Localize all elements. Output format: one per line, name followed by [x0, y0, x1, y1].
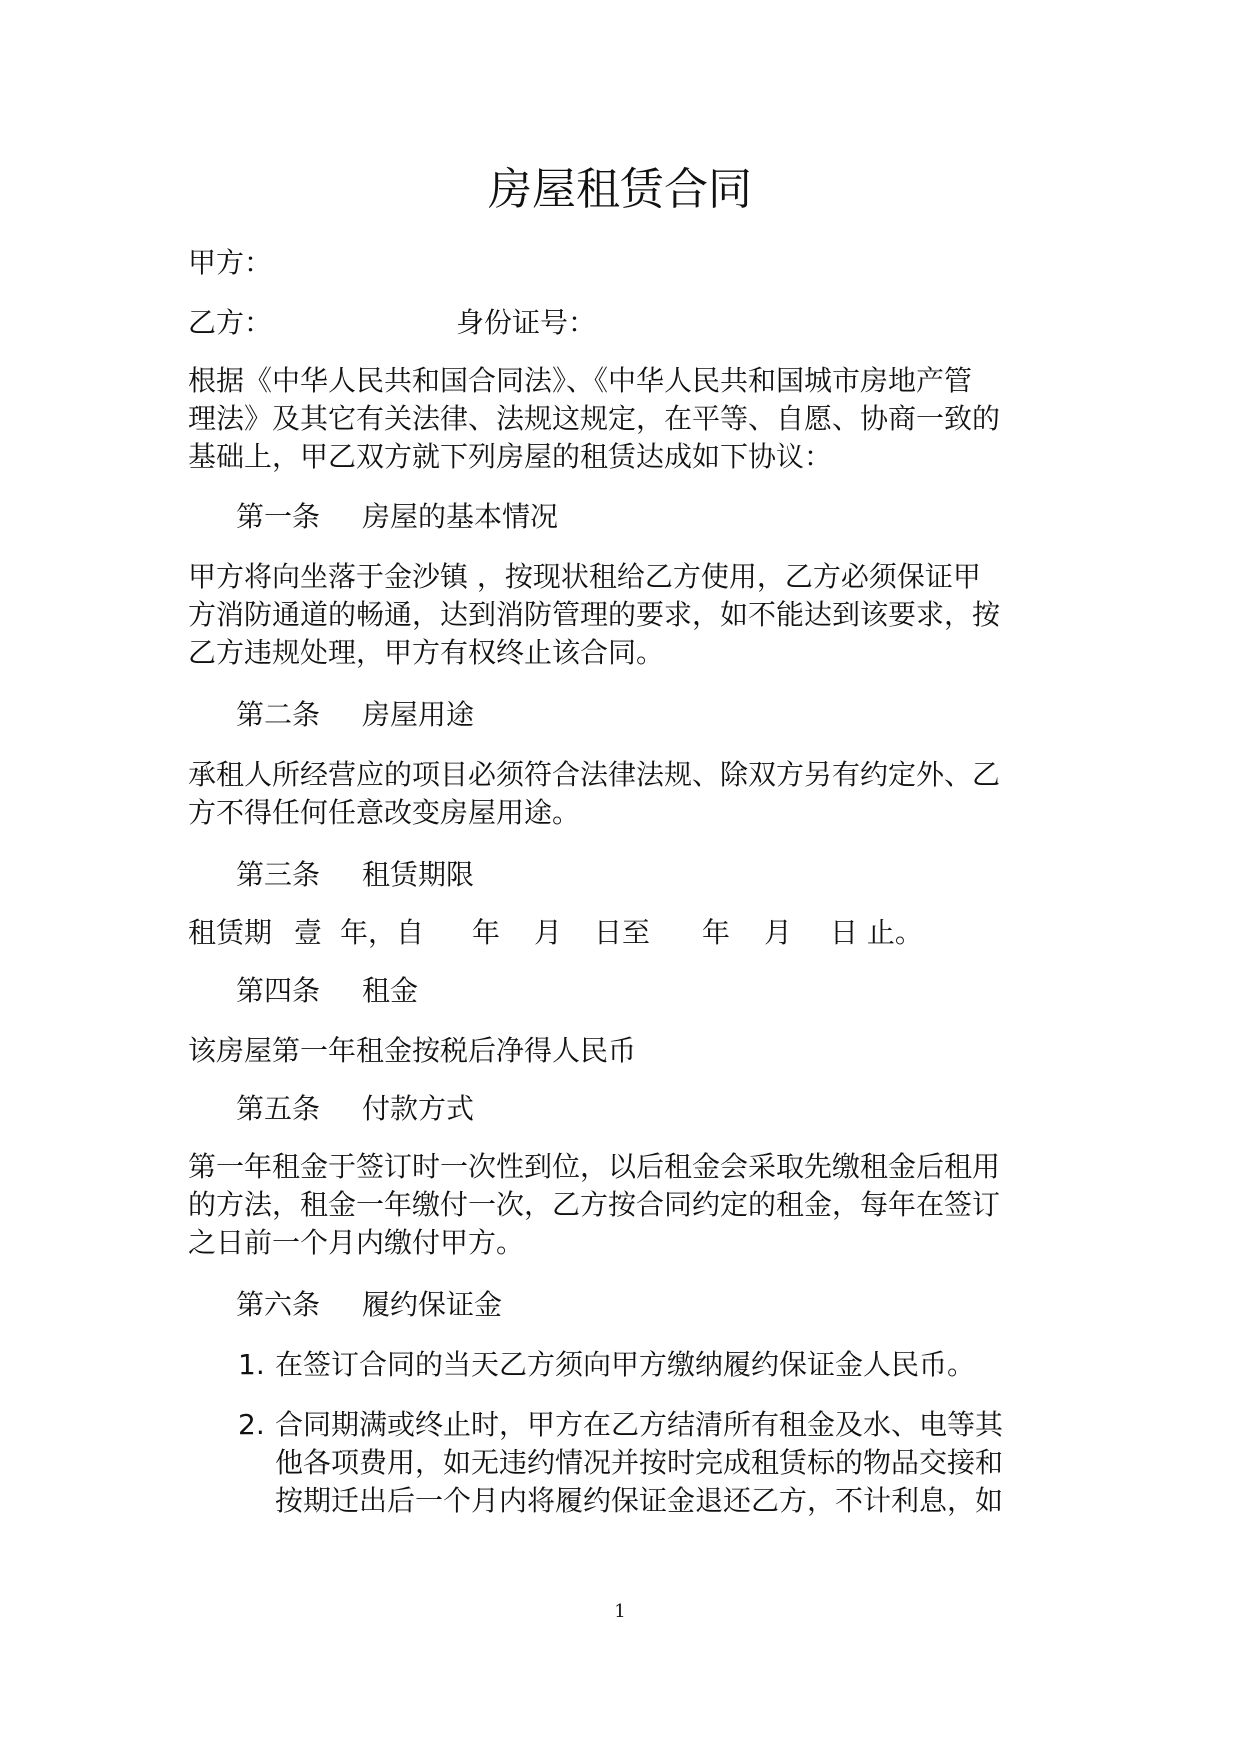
article-6-heading [236, 1286, 502, 1324]
body-line: 的方法，租金一年缴付一次，乙方按合同约定的租金，每年在签订 [188, 1188, 1001, 1221]
year-label: 年 [472, 916, 501, 949]
preamble-line: 理法》及其它有关法律、法规这规定，在平等、自愿、协商一致的 [188, 402, 1001, 435]
article-number: 第二条 [236, 698, 321, 731]
article-5-body [188, 1148, 1058, 1262]
day-end-label: 日 止。 [830, 916, 923, 949]
month-label: 月 [764, 916, 793, 949]
month-label: 月 [534, 916, 563, 949]
year-label: 年 [702, 916, 731, 949]
article-5-heading [236, 1090, 474, 1128]
body-line: 第一年租金于签订时一次性到位，以后租金会采取先缴租金后租用 [188, 1150, 1001, 1183]
preamble-line: 根据《中华人民共和国合同法》、《中华人民共和国城市房地产管 [188, 364, 973, 397]
term-value: 壹 [294, 916, 323, 949]
article-3-body [188, 914, 1068, 952]
term-label: 租赁期 [188, 916, 273, 949]
article-title: 房屋的基本情况 [362, 500, 559, 533]
body-line: 方不得任何任意改变房屋用途。 [188, 796, 581, 829]
body-line: 甲方将向坐落于金沙镇 ，按现状租给乙方使用，乙方必须保证甲 [188, 560, 981, 593]
list-item-body [275, 1406, 1003, 1520]
party-b-label: 乙方： [188, 306, 273, 339]
year-from: 年，自 [340, 916, 425, 949]
list-line: 按期迁出后一个月内将履约保证金退还乙方，不计利息，如 [275, 1484, 1004, 1517]
body-line: 之日前一个月内缴付甲方。 [188, 1226, 525, 1259]
list-item-body [275, 1346, 975, 1384]
list-line: 合同期满或终止时，甲方在乙方结清所有租金及水、电等其 [275, 1408, 1004, 1441]
article-2-heading [236, 696, 474, 734]
article-number: 第一条 [236, 500, 321, 533]
article-number: 第六条 [236, 1288, 321, 1321]
id-number-label: 身份证号： [456, 306, 597, 339]
article-1-heading [236, 498, 558, 536]
preamble-paragraph [188, 362, 1058, 476]
article-1-body [188, 558, 1058, 672]
day-to-label: 日至 [594, 916, 651, 949]
body-line: 承租人所经营应的项目必须符合法律法规、除双方另有约定外、乙 [188, 758, 1001, 791]
list-line: 他各项费用，如无违约情况并按时完成租赁标的物品交接和 [275, 1446, 1004, 1479]
document-title: 房屋租赁合同 [488, 164, 752, 215]
list-number: 1. [238, 1348, 265, 1381]
list-line: 在签订合同的当天乙方须向甲方缴纳履约保证金人民币。 [275, 1348, 976, 1381]
article-title: 租金 [362, 974, 419, 1007]
party-a-label: 甲方： [188, 246, 273, 279]
article-title: 租赁期限 [362, 858, 475, 891]
article-2-body [188, 756, 1058, 832]
article-number: 第三条 [236, 858, 321, 891]
body-line: 乙方违规处理，甲方有权终止该合同。 [188, 636, 665, 669]
list-number: 2. [238, 1408, 265, 1441]
article-4-heading [236, 972, 418, 1010]
preamble-line: 基础上，甲乙双方就下列房屋的租赁达成如下协议： [188, 440, 833, 473]
page-number: 1 [614, 1601, 626, 1622]
article-3-heading [236, 856, 474, 894]
body-line: 方消防通道的畅通，达到消防管理的要求，如不能达到该要求，按 [188, 598, 1001, 631]
article-number: 第五条 [236, 1092, 321, 1125]
article-4-body: 该房屋第一年租金按税后净得人民币 [188, 1034, 637, 1067]
article-title: 房屋用途 [362, 698, 475, 731]
article-number: 第四条 [236, 974, 321, 1007]
article-title: 付款方式 [362, 1092, 475, 1125]
article-title: 履约保证金 [362, 1288, 503, 1321]
